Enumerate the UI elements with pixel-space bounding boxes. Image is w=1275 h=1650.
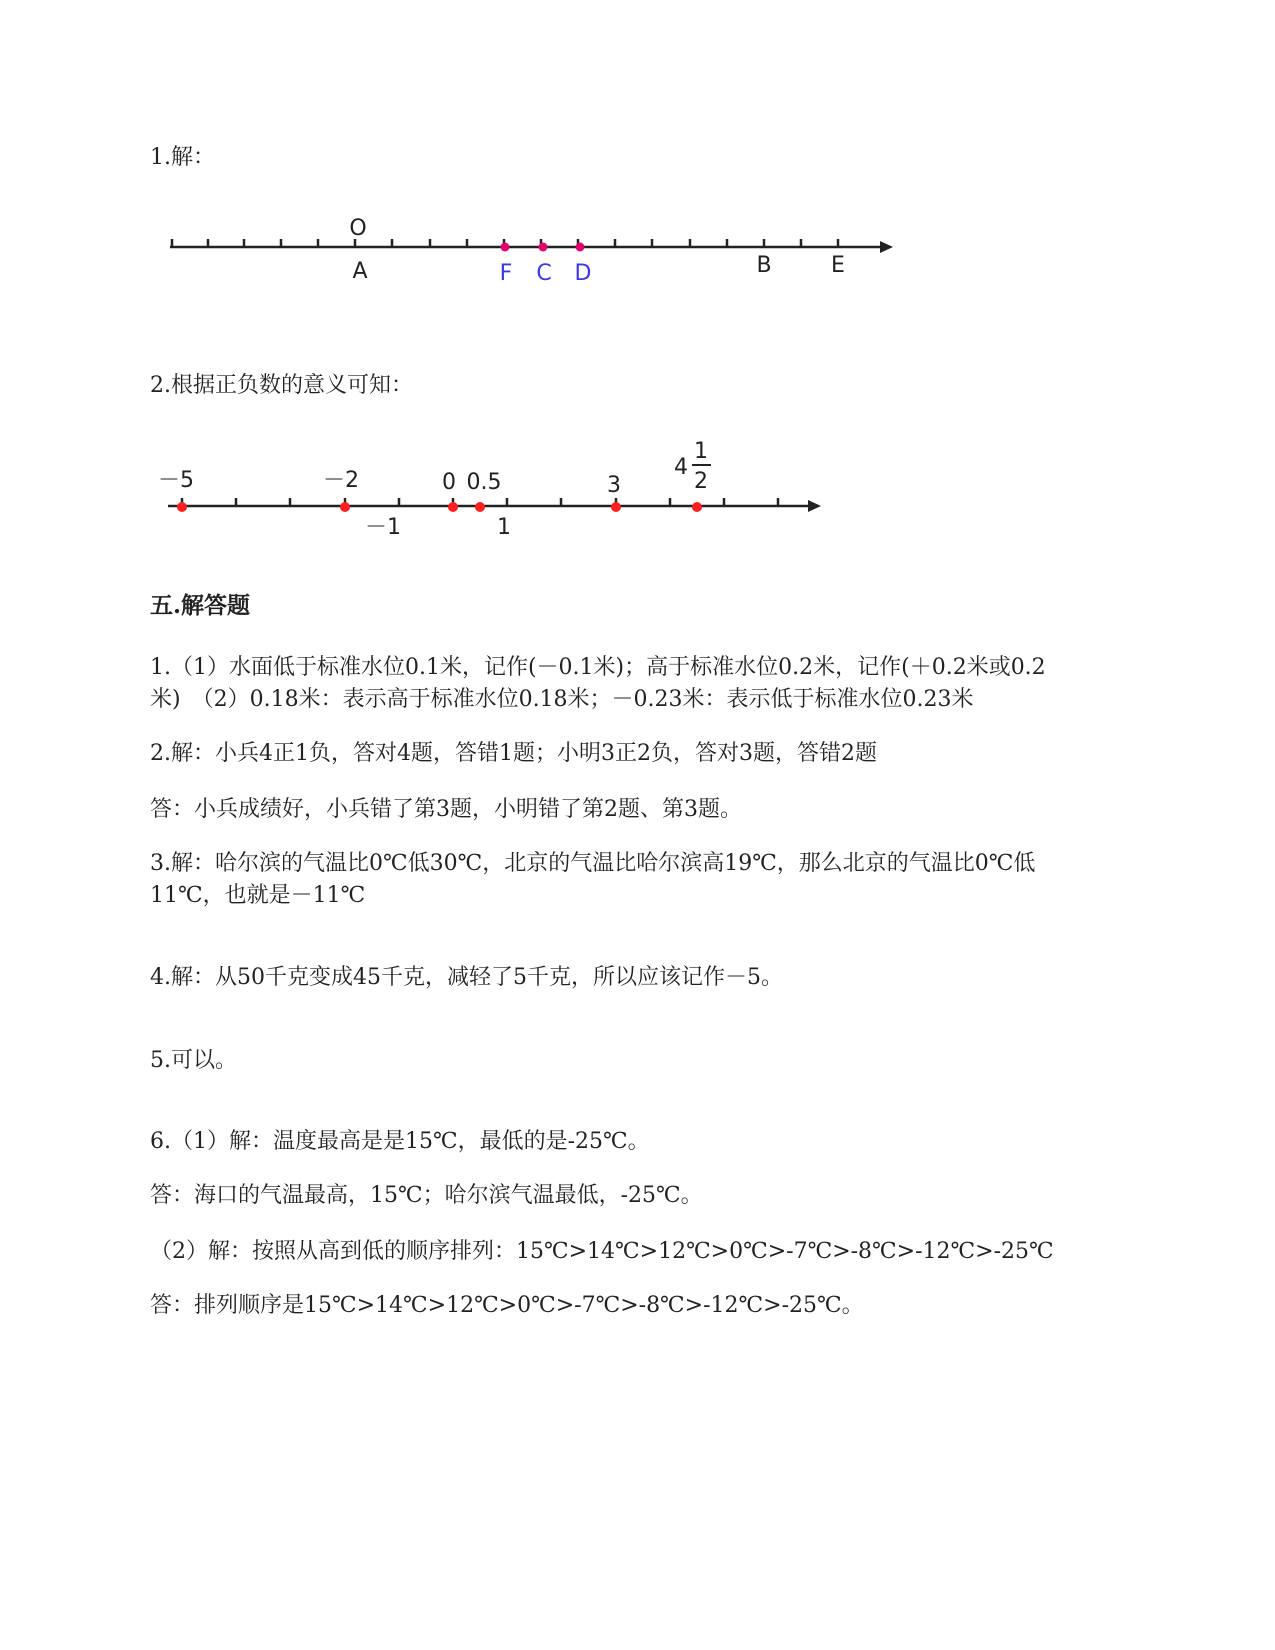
- label-minus-2: －2: [323, 468, 359, 493]
- arrow-head: [808, 500, 821, 512]
- answer-1-line-1: 1.（1）水面低于标准水位0.1米，记作(－0.1米)；高于标准水位0.2米，记作(＋0.2米或0.2: [150, 655, 1046, 680]
- answer-2-conclusion: 答：小兵成绩好，小兵错了第3题，小明错了第2题、第3题。: [150, 797, 742, 822]
- answer-6-1: 6.（1）解：温度最高是是15℃，最低的是-25℃。: [150, 1129, 650, 1154]
- point-four-and-half: [692, 502, 702, 512]
- arrow-head: [880, 241, 893, 253]
- point-minus-5: [177, 502, 187, 512]
- point-minus-2: [340, 502, 350, 512]
- label-E: E: [831, 253, 845, 278]
- label-whole: 4: [674, 455, 688, 480]
- label-three: 3: [607, 473, 621, 498]
- label-A: A: [352, 259, 368, 282]
- section-heading: 五.解答题: [150, 592, 251, 619]
- section-2-title: 2.根据正负数的意义可知：: [150, 373, 413, 398]
- label-denominator: 2: [694, 469, 708, 494]
- answer-6-2: （2）解：按照从高到低的顺序排列：15℃>14℃>12℃>0℃>-7℃>-8℃>-12℃>-25℃: [150, 1239, 1054, 1264]
- number-line-2: [0, 432, 1275, 542]
- label-O: O: [349, 216, 367, 241]
- label-F: F: [499, 261, 513, 282]
- answer-2: 2.解：小兵4正1负，答对4题，答错1题；小明3正2负，答对3题，答错2题: [150, 741, 877, 766]
- point-zero: [448, 502, 458, 512]
- point-D: [576, 243, 585, 252]
- answer-6-2-conclusion: 答：排列顺序是15℃>14℃>12℃>0℃>-7℃>-8℃>-12℃>-25℃。: [150, 1293, 864, 1318]
- label-D: D: [574, 261, 592, 282]
- label-half: 0.5: [466, 470, 502, 495]
- answer-5: 5.可以。: [150, 1048, 237, 1073]
- answer-6-1-conclusion: 答：海口的气温最高，15℃；哈尔滨气温最低，-25℃。: [150, 1183, 703, 1208]
- answer-3-line-1: 3.解：哈尔滨的气温比0℃低30℃，北京的气温比哈尔滨高19℃，那么北京的气温比0℃低: [150, 851, 1036, 876]
- section-1-title: 1.解：: [150, 145, 215, 170]
- number-line-1: [0, 212, 1275, 282]
- point-three: [611, 502, 621, 512]
- point-F: [501, 243, 510, 252]
- point-C: [539, 243, 548, 252]
- answer-1-line-2: 米) （2）0.18米：表示高于标准水位0.18米；－0.23米：表示低于标准水位0.23米: [150, 687, 974, 712]
- label-minus-1: －1: [365, 515, 401, 540]
- label-numerator: 1: [694, 439, 708, 464]
- point-half: [475, 502, 485, 512]
- answer-3-line-2: 11℃，也就是－11℃: [150, 883, 366, 908]
- label-B: B: [756, 253, 772, 278]
- label-one: 1: [497, 515, 511, 540]
- answer-4: 4.解：从50千克变成45千克，减轻了5千克，所以应该记作－5。: [150, 965, 783, 990]
- label-C: C: [536, 261, 552, 282]
- label-minus-5: －5: [158, 468, 194, 493]
- label-zero: 0: [442, 470, 456, 495]
